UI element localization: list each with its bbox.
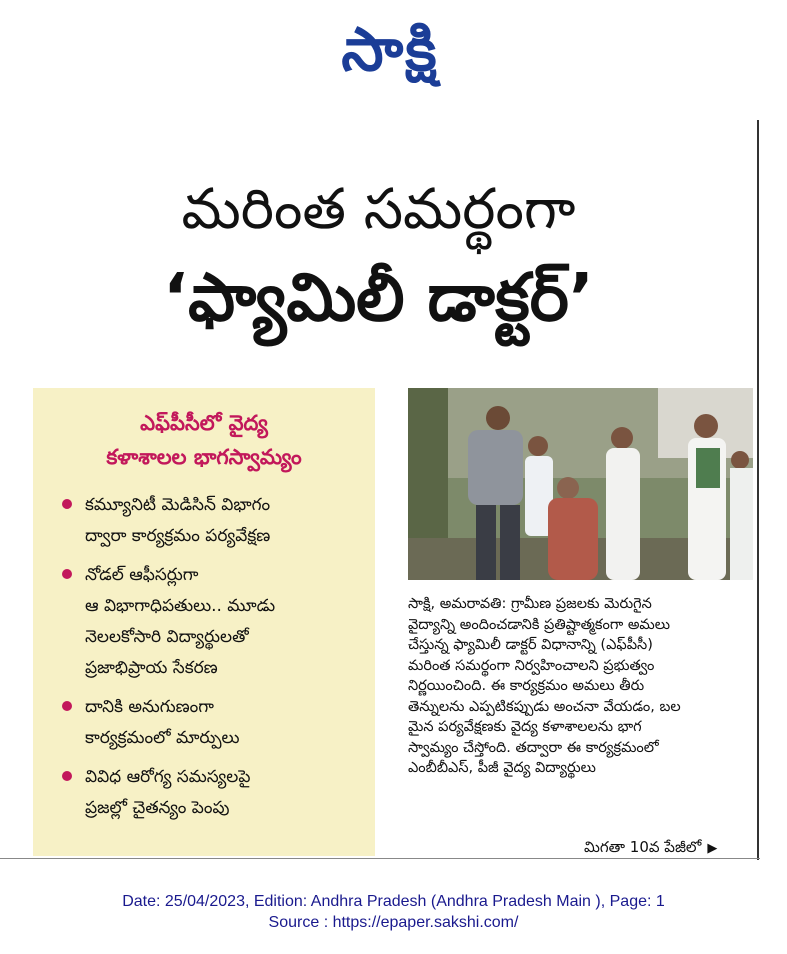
bullet-text-line: దానికి అనుగుణంగా bbox=[85, 697, 214, 717]
continued-text: మిగతా 10వ పేజీలో bbox=[584, 838, 702, 856]
bullet-text-line: వివిధ ఆరోగ్య సమస్యలపై bbox=[85, 767, 251, 787]
article-line: వైద్యాన్ని అందించడానికి ప్రతిష్టాత్మకంగా అమలు bbox=[408, 616, 671, 633]
news-photo bbox=[408, 388, 753, 580]
bullet-dot-icon bbox=[62, 701, 72, 711]
photo-illustration bbox=[408, 388, 753, 580]
article-line: మైన పర్యవేక్షణకు వైద్య కళాశాలలను భాగ bbox=[408, 719, 642, 735]
article-line: నిర్ణయించింది. ఈ కార్యక్రమం అమలు తీరు bbox=[408, 678, 645, 694]
bullet-text-line: ద్వారా కార్యక్రమం పర్యవేక్షణ bbox=[85, 526, 271, 546]
article-line: సాక్షి, అమరావతి: గ్రామీణ ప్రజలకు మెరుగైన bbox=[408, 596, 652, 612]
bullet-dot-icon bbox=[62, 569, 72, 579]
bullet-item bbox=[33, 762, 375, 824]
play-triangle-icon: ▶ bbox=[707, 841, 718, 856]
bullet-item bbox=[33, 560, 375, 684]
footer-edition-info: Date: 25/04/2023, Edition: Andhra Pradesh (Andhra Pradesh Main ), Page: 1 bbox=[122, 893, 665, 910]
bullet-text-line: ప్రజాభిప్రాయ సేకరణ bbox=[85, 658, 218, 678]
article-line: మరింత సమర్థంగా నిర్వహించాలని ప్రభుత్వం bbox=[408, 657, 655, 674]
footer-source: Source : https://epaper.sakshi.com/ bbox=[268, 914, 519, 931]
article-body bbox=[408, 594, 753, 779]
bullet-text-line: కార్యక్రమంలో మార్పులు bbox=[85, 728, 240, 748]
bullet-text-line: నోడల్ ఆఫీసర్లుగా bbox=[85, 565, 199, 585]
bullet-text-line: ప్రజల్లో చైతన్యం పెంపు bbox=[85, 798, 230, 818]
article-line: ఎంబీబీఎస్, పీజీ వైద్య విద్యార్థులు bbox=[408, 760, 596, 776]
sidebar-bullet-list bbox=[33, 490, 375, 832]
headline-line-2: ‘ఫ్యామిలీ డాక్టర్’ bbox=[163, 259, 594, 336]
article-line: స్వామ్యం చేస్తోంది. తద్వారా ఈ కార్యక్రమంలో bbox=[408, 739, 659, 756]
sidebar-title-line-1: ఎఫ్‌పీసీలో వైద్య bbox=[140, 411, 268, 435]
bullet-dot-icon bbox=[62, 771, 72, 781]
bullet-item bbox=[33, 490, 375, 552]
bullet-item bbox=[33, 692, 375, 754]
headline-line-1: మరింత సమర్థంగా bbox=[181, 177, 576, 242]
bullet-text-line: ఆ విభాగాధిపతులు.. మూడు bbox=[85, 596, 276, 616]
continued-on-page bbox=[584, 838, 717, 860]
bullet-dot-icon bbox=[62, 499, 72, 509]
article-line: తెన్నులను ఎప్పటికప్పుడు అంచనా వేయడం, బల bbox=[408, 698, 681, 715]
clipping-right-border bbox=[757, 120, 759, 860]
sidebar-box bbox=[33, 388, 375, 856]
article-line: చేస్తున్న ఫ్యామిలీ డాక్టర్ విధానాన్ని (ఎఫ్‌పీసీ) bbox=[408, 637, 653, 653]
newspaper-masthead-logo: సాక్షి bbox=[341, 15, 439, 85]
bullet-text-line: కమ్యూనిటీ మెడిసిన్ విభాగం bbox=[85, 495, 271, 515]
sidebar-title-line-2: కళాశాలల భాగస్వామ్యం bbox=[106, 445, 302, 469]
bullet-text-line: నెలలకోసారి విద్యార్థులతో bbox=[85, 627, 249, 647]
